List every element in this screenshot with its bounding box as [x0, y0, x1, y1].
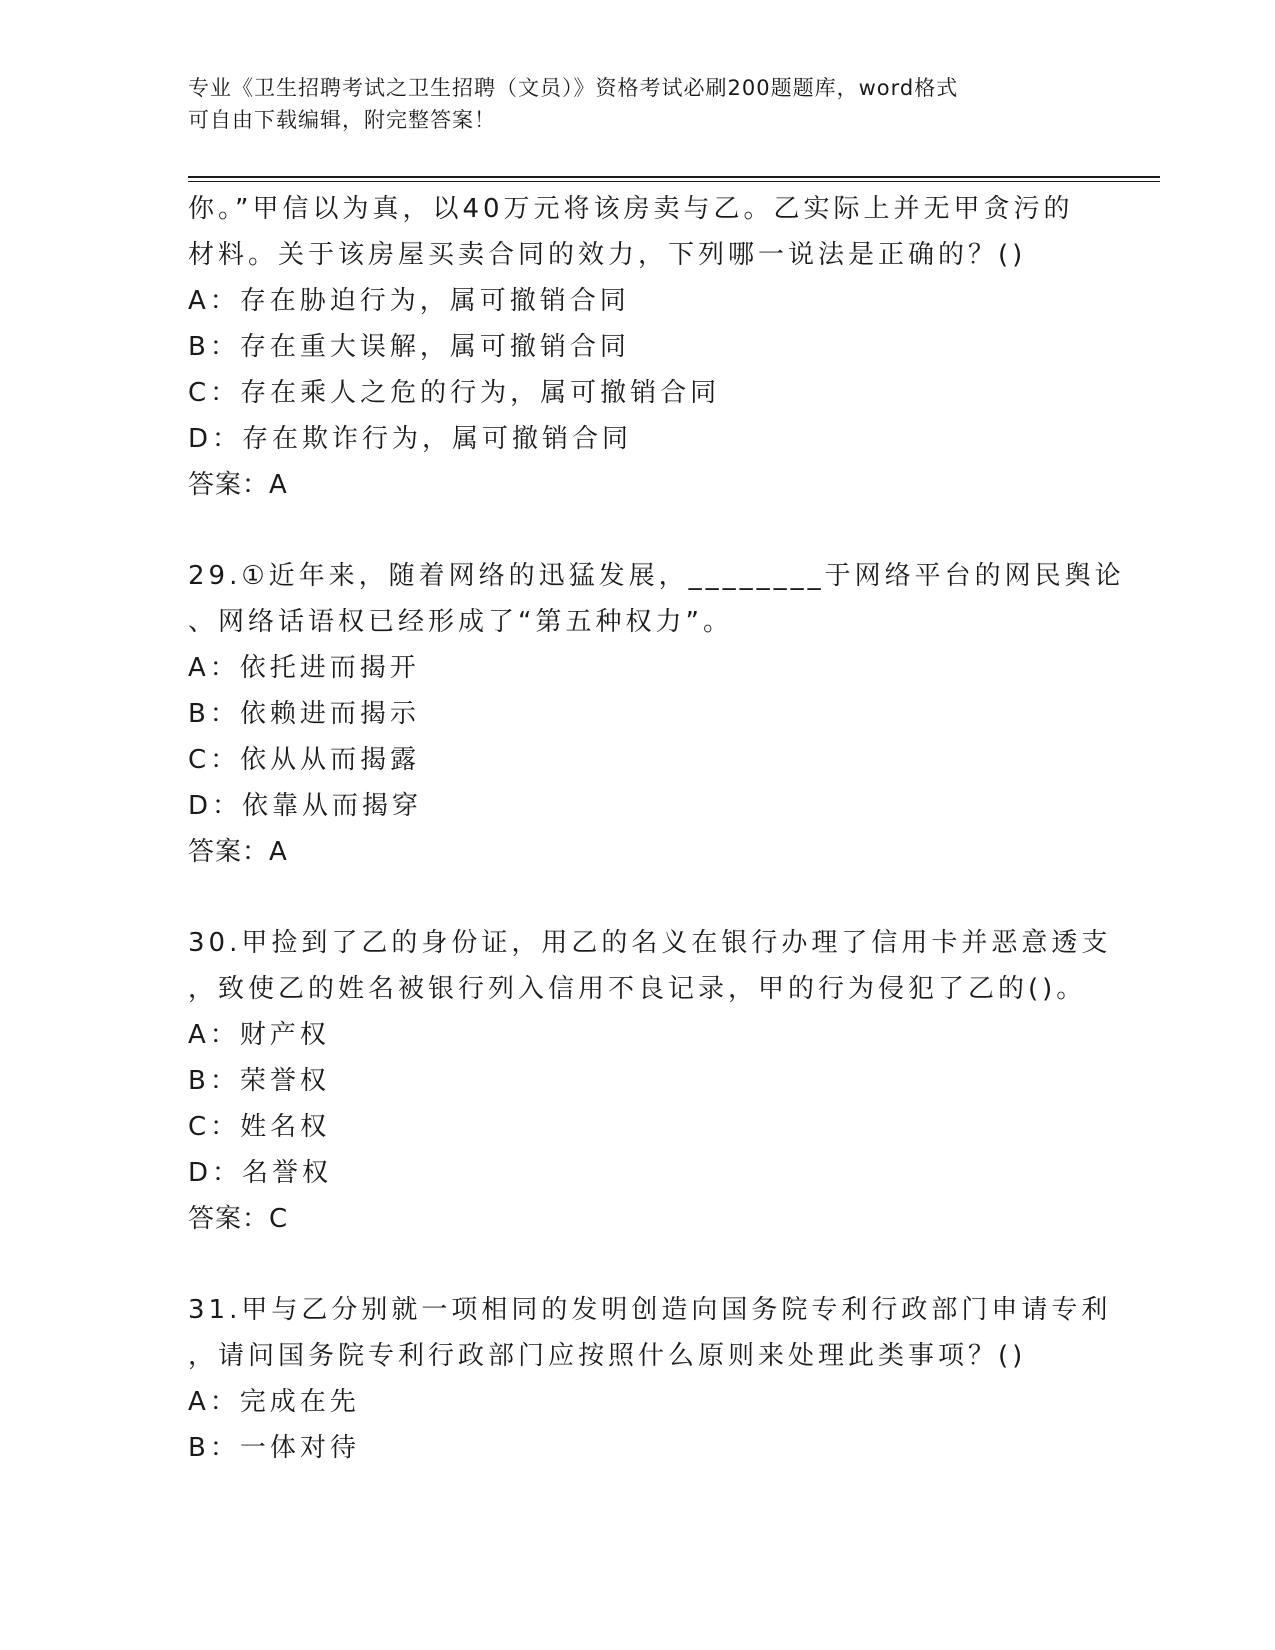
- option-a: A：财产权: [188, 1020, 330, 1050]
- option-a: A：依托进而揭开: [188, 653, 420, 683]
- question-stem-line: 29.①近年来，随着网络的迅猛发展，________于网络平台的网民舆论: [188, 561, 1125, 591]
- question-spacer: [188, 508, 1188, 553]
- option-c: C：存在乘人之危的行为，属可撤销合同: [188, 378, 721, 408]
- document-body: [188, 186, 1188, 1471]
- option-a: A：完成在先: [188, 1387, 360, 1417]
- option-d: D：存在欺诈行为，属可撤销合同: [188, 424, 633, 454]
- question-31: [188, 1287, 1188, 1471]
- question-stem-line: 、网络话语权已经形成了“第五种权力”。: [188, 607, 733, 637]
- question-stem-line: ，请问国务院专利行政部门应按照什么原则来处理此类事项？(): [188, 1341, 1027, 1371]
- answer-line: 答案：C: [188, 1204, 289, 1234]
- option-d: D：名誉权: [188, 1158, 333, 1188]
- question-continued: [188, 186, 1188, 508]
- option-b: B：荣誉权: [188, 1066, 330, 1096]
- question-stem-line: 你。”甲信以为真，以40万元将该房卖与乙。乙实际上并无甲贪污的: [188, 194, 1074, 224]
- header-divider: [188, 176, 1160, 182]
- option-b: B：一体对待: [188, 1433, 360, 1463]
- option-a: A：存在胁迫行为，属可撤销合同: [188, 286, 630, 316]
- header-title-line-1: 专业《卫生招聘考试之卫生招聘（文员）》资格考试必刷200题题库，word格式: [188, 76, 959, 100]
- option-c: C：依从从而揭露: [188, 745, 421, 775]
- option-d: D：依靠从而揭穿: [188, 791, 423, 821]
- question-stem-line: 材料。关于该房屋买卖合同的效力，下列哪一说法是正确的？(): [188, 240, 1027, 270]
- option-b: B：依赖进而揭示: [188, 699, 420, 729]
- question-stem-line: 30.甲捡到了乙的身份证，用乙的名义在银行办理了信用卡并恶意透支: [188, 928, 1112, 958]
- question-stem-line: 31.甲与乙分别就一项相同的发明创造向国务院专利行政部门申请专利: [188, 1295, 1112, 1325]
- answer-line: 答案：A: [188, 470, 288, 500]
- question-spacer: [188, 875, 1188, 920]
- option-b: B：存在重大误解，属可撤销合同: [188, 332, 630, 362]
- question-29: [188, 553, 1188, 875]
- question-30: [188, 920, 1188, 1242]
- question-spacer: [188, 1242, 1188, 1287]
- question-stem-line: ，致使乙的姓名被银行列入信用不良记录，甲的行为侵犯了乙的()。: [188, 974, 1087, 1004]
- page-header: [188, 72, 1088, 136]
- answer-line: 答案：A: [188, 837, 288, 867]
- option-c: C：姓名权: [188, 1112, 331, 1142]
- header-title-line-2: 可自由下载编辑，附完整答案！: [188, 108, 496, 132]
